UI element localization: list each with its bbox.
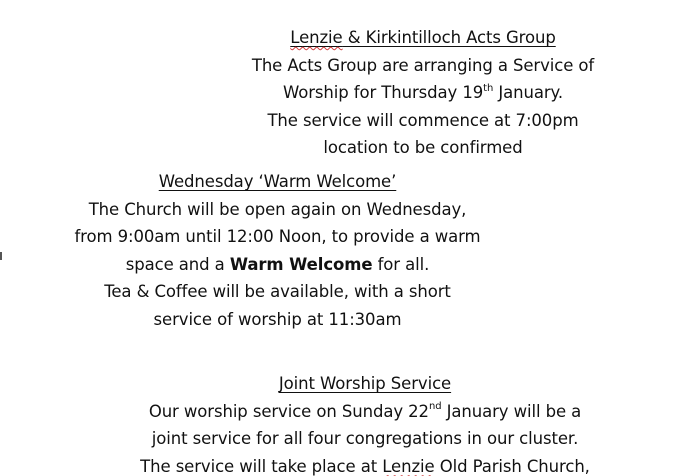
warm-line-3-end: for all.	[372, 254, 430, 274]
acts-line-2-superscript: th	[483, 82, 494, 94]
joint-line-1-text: Our worship service on Sunday 22	[148, 401, 429, 421]
joint-heading: Joint Worship Service	[278, 374, 452, 393]
acts-line-1: The Acts Group are arranging a Service of	[251, 55, 595, 75]
acts-group-notice	[233, 24, 613, 162]
acts-line-2-end: January.	[493, 83, 564, 102]
joint-line-3-text: The service will take place at	[140, 456, 383, 476]
warm-line-2: from 9:00am until 12:00 Noon, to provide a warm	[74, 227, 481, 246]
joint-line-1	[120, 398, 610, 426]
acts-heading-spellcheck-word: Lenzie	[290, 28, 343, 47]
joint-line-3-end: Old Parish Church,	[434, 456, 590, 476]
page-edge-mark	[0, 252, 2, 260]
acts-line-4: location to be confirmed	[323, 138, 523, 157]
warm-line-4: Tea & Coffee will be available, with a short	[104, 282, 451, 301]
acts-heading-rest: & Kirkintilloch Acts Group	[342, 28, 556, 47]
warm-line-3	[50, 251, 505, 279]
warm-heading: Wednesday ‘Warm Welcome’	[158, 172, 397, 191]
acts-line-3: The service will commence at 7:00pm	[267, 110, 579, 130]
warm-welcome-bold: Warm Welcome	[229, 254, 373, 274]
acts-heading	[233, 24, 613, 52]
acts-line-2-text: Worship for Thursday 19	[282, 83, 484, 102]
warm-line-3-text: space and a	[125, 254, 230, 274]
joint-line-1-superscript: nd	[428, 401, 442, 412]
joint-spellcheck-word: Lenzie	[382, 456, 435, 476]
joint-line-1-end: January will be a	[441, 401, 582, 421]
warm-line-5: service of worship at 11:30am	[153, 309, 402, 329]
warm-line-1: The Church will be open again on Wednesday,	[88, 199, 467, 219]
warm-welcome-notice	[50, 168, 505, 333]
joint-line-3	[120, 453, 610, 476]
acts-line-2	[233, 79, 613, 107]
joint-line-2: joint service for all four congregations in our cluster.	[151, 429, 579, 448]
joint-worship-notice	[120, 370, 610, 476]
